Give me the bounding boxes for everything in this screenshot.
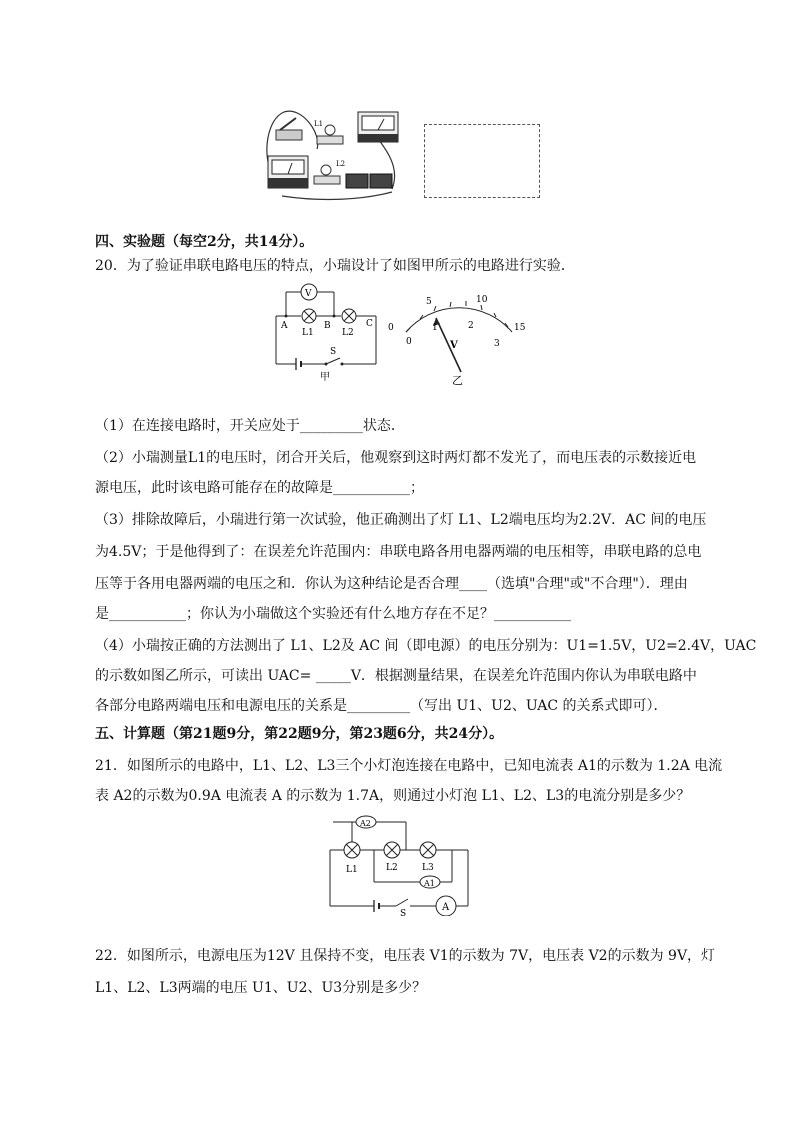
q22-line2: L1、L2、L3两端的电压 U1、U2、U3分别是多少？: [95, 980, 427, 996]
dial-inner-0: 0: [406, 337, 412, 347]
q20-part2-line1: （2）小瑞测量L1的电压时，闭合开关后，他观察到这时两灯都不发光了，而电压表的示数接近电: [95, 450, 697, 466]
jia-point-c: C: [366, 319, 373, 329]
q20-part2-line2: 源电压，此时该电路可能存在的故障是___________；: [95, 480, 424, 496]
apparatus-label-l2: L2: [336, 160, 346, 168]
dial-outer-5: 5: [426, 297, 432, 307]
q21-ammeter-a1: A1: [424, 879, 435, 888]
jia-point-a: A: [281, 321, 288, 331]
jia-point-b: B: [324, 321, 331, 331]
q20-part3-line1: （3）排除故障后，小瑞进行第一次试验，他正确测出了灯 L1、L2端电压均为2.2V．AC 间的电压: [95, 512, 707, 528]
jia-lamp-l1: L1: [302, 328, 314, 338]
section5-heading: 五、计算题（第21题9分，第22题9分，第23题6分，共24分）。: [95, 726, 504, 742]
dial-inner-3: 3: [494, 339, 500, 349]
jia-voltmeter-label: V: [305, 289, 312, 299]
q21-ammeter-a: A: [442, 902, 450, 913]
q21-switch-s: S: [400, 909, 407, 916]
dial-outer-10: 10: [476, 295, 488, 305]
q20-part3-line2: 为4.5V；于是他得到了：在误差允许范围内：串联电路各用电器两端的电压相等，串联电路的总电: [95, 544, 702, 560]
dial-inner-2: 2: [468, 321, 474, 331]
q21-lamp-l2: L2: [386, 863, 398, 873]
apparatus-figure: [262, 104, 412, 204]
yi-caption: 乙: [452, 374, 463, 387]
q20-part4-line2: 的示数如图乙所示，可读出 UAC= _____V．根据测量结果，在误差允许范围内你认为串联电路中: [95, 668, 697, 684]
voltmeter-dial-yi: [384, 292, 534, 388]
dial-inner-1: 1: [432, 323, 438, 333]
q21-lamp-l3: L3: [422, 863, 434, 873]
q22-line1: 22．如图所示，电源电压为12V 且保持不变，电压表 V1的示数为 7V，电压表 V2的示数为 9V，灯: [95, 948, 716, 964]
q20-part4-line1: （4）小瑞按正确的方法测出了 L1、L2及 AC 间（即电源）的电压分别为：U1=1.5V，U2=2.4V，UAC: [95, 638, 757, 654]
section4-heading: 四、实验题（每空2分，共14分）。: [95, 234, 314, 250]
jia-lamp-l2: L2: [342, 328, 354, 338]
dial-outer-0: 0: [388, 323, 394, 333]
q21-line1: 21．如图所示的电路中，L1、L2、L3三个小灯泡连接在电路中，已知电流表 A1的示数为 1.2A 电流: [95, 758, 723, 774]
dial-outer-15: 15: [514, 323, 526, 333]
q20-part4-line3: 各部分电路两端电压和电源电压的关系是_________（写出 U1、U2、UAC 的关系式即可）．: [95, 698, 668, 714]
q21-lamp-l1: L1: [346, 865, 358, 875]
circuit-figure-jia: [268, 282, 388, 382]
apparatus-label-l1: L1: [314, 120, 324, 128]
q20-intro: 20．为了验证串联电路电压的特点，小瑞设计了如图甲所示的电路进行实验．: [95, 258, 575, 274]
jia-caption: 甲: [320, 372, 330, 382]
q21-line2: 表 A2的示数为0.9A 电流表 A 的示数为 1.7A，则通过小灯泡 L1、L2、L3的电流分别是多少？: [95, 788, 691, 804]
jia-switch-s: S: [330, 347, 337, 357]
q21-ammeter-a2: A2: [360, 819, 371, 828]
circuit-figure-q21: [326, 812, 476, 916]
dial-unit-v: V: [450, 340, 458, 351]
q20-part1: （1）在连接电路时，开关应处于_________状态．: [95, 418, 405, 434]
answer-drawing-box: [424, 124, 540, 198]
q20-part3-line3: 压等于各用电器两端的电压之和．你认为这种结论是否合理____（选填"合理"或"不合理"）．理由: [95, 576, 688, 592]
q20-part3-line4: 是___________；你认为小瑞做这个实验还有什么地方存在不足？___________: [95, 606, 571, 622]
